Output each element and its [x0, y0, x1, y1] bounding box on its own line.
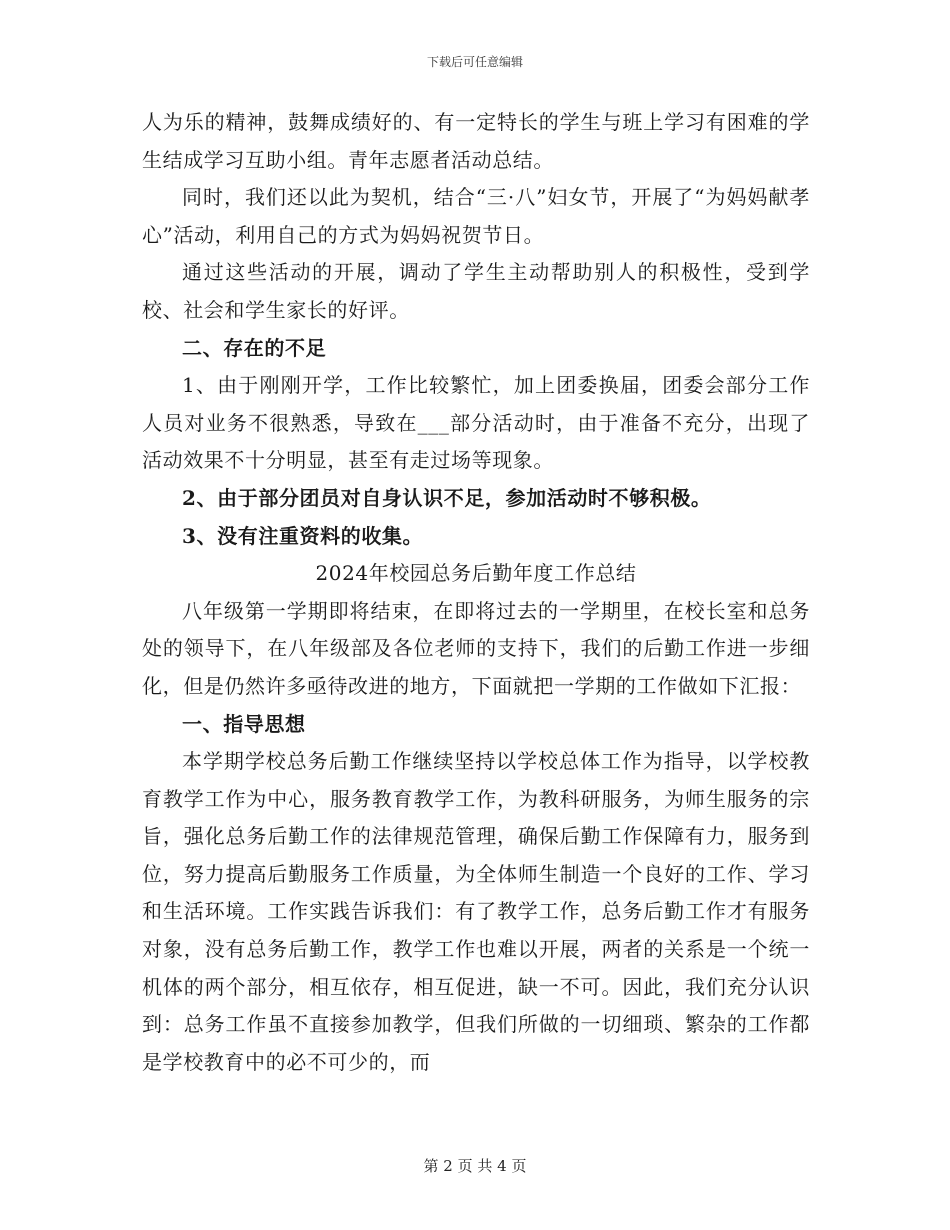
- paragraph-2: 同时，我们还以此为契机，结合“三·八”妇女节，开展了“为妈妈献孝心”活动，利用自己的方式为妈妈祝贺节日。: [142, 185, 810, 247]
- section-heading-guiding-thought: 一、指导思想: [182, 711, 306, 736]
- paragraph-1: 人为乐的精神，鼓舞成绩好的、有一定特长的学生与班上学习有困难的学生结成学习互助小组。青年志愿者活动总结。: [142, 110, 810, 172]
- header-note: 下载后可任意编辑: [426, 55, 523, 69]
- paragraph-5: 2、由于部分团员对自身认识不足，参加活动时不够积极。: [182, 485, 712, 510]
- paragraph-6: 3、没有注重资料的收集。: [182, 523, 424, 548]
- page-number: 第 2 页 共 4 页: [423, 1157, 527, 1175]
- paragraph-8: 本学期学校总务后勤工作继续坚持以学校总体工作为指导，以学校教育教学工作为中心，服务教育教学工作，为教科研服务，为师生服务的宗旨，强化总务后勤工作的法律规范管理，确保后勤工作保障有力，服务到位，努力提高后勤服务工作质量，为全体师生制造一个良好的工作、学习和生活环境。工作实践告诉我们：有了教学工作，总务后勤工作才有服务对象，没有总务后勤工作，教学工作也难以开展，两者的关系是一个统一机体的两个部分，相互依存，相互促进，缺一不可。因此，我们充分认识到：总务工作虽不直接参加教学，但我们所做的一切细琐、繁杂的工作都是学校教育中的必不可少的，而: [142, 749, 810, 1074]
- paragraph-4: 1、由于刚刚开学，工作比较繁忙，加上团委换届，团委会部分工作人员对业务不很熟悉，导致在___部分活动时，由于准备不充分，出现了活动效果不十分明显，甚至有走过场等现象。: [142, 373, 810, 473]
- section-heading-shortcomings: 二、存在的不足: [182, 335, 327, 360]
- document-body: [142, 104, 810, 1081]
- paragraph-7: 八年级第一学期即将结束，在即将过去的一学期里，在校长室和总务处的领导下，在八年级部及各位老师的支持下，我们的后勤工作进一步细化，但是仍然许多亟待改进的地方，下面就把一学期的工作做如下汇报：: [142, 598, 810, 698]
- document-title: 2024年校园总务后勤年度工作总结: [315, 561, 637, 586]
- paragraph-3: 通过这些活动的开展，调动了学生主动帮助别人的积极性，受到学校、社会和学生家长的好评。: [142, 260, 810, 322]
